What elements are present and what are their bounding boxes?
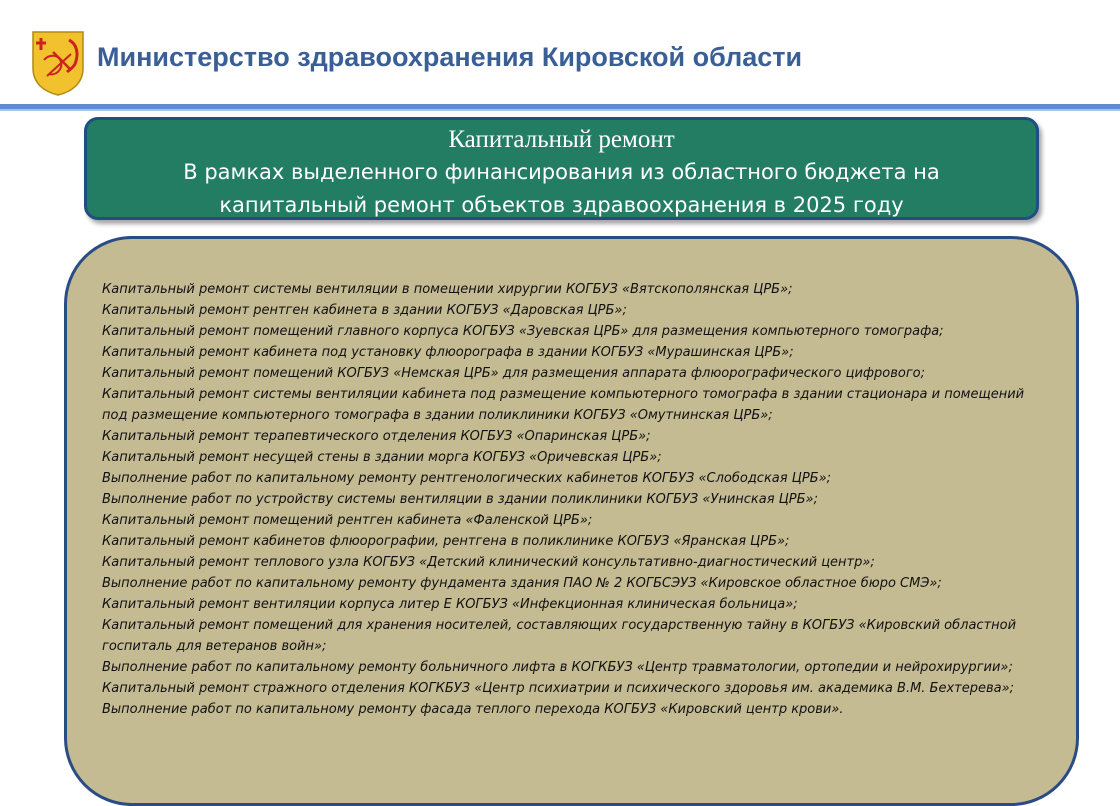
section-banner (84, 117, 1039, 220)
list-item: Выполнение работ по капитальному ремонту больничного лифта в КОГКБУЗ «Центр травматологии, ортопедии и нейрохирургии»; (102, 660, 1013, 675)
list-item: Выполнение работ по капитальному ремонту фундамента здания ПАО № 2 КОГБСЭУЗ «Кировское областное бюро СМЭ»; (102, 576, 942, 591)
list-item: Выполнение работ по капитальному ремонту фасада теплого перехода КОГБУЗ «Кировский центр крови». (102, 702, 844, 717)
list-item: Капитальный ремонт помещений рентген кабинета «Фаленской ЦРБ»; (102, 513, 593, 528)
header-divider-light (0, 109, 1120, 111)
list-item: Капитальный ремонт несущей стены в здании морга КОГБУЗ «Оричевская ЦРБ»; (102, 450, 662, 465)
banner-subtitle-line-2: капитальный ремонт объектов здравоохранения в 2025 году (219, 193, 904, 217)
list-item: Капитальный ремонт помещений КОГБУЗ «Немская ЦРБ» для размещения аппарата флюорографического цифрового; (102, 366, 926, 381)
list-item: Капитальный ремонт теплового узла КОГБУЗ «Детский клинический консультативно-диагностический центр»; (102, 555, 875, 570)
list-item: Капитальный ремонт кабинетов флюорографии, рентгена в поликлинике КОГБУЗ «Яранская ЦРБ»; (102, 534, 790, 549)
list-item: Выполнение работ по устройству системы вентиляции в здании поликлиники КОГБУЗ «Унинская ЦРБ»; (102, 492, 818, 507)
list-item: Капитальный ремонт кабинета под установку флюорографа в здании КОГБУЗ «Мурашинская ЦРБ»; (102, 345, 794, 360)
list-item: Капитальный ремонт рентген кабинета в здании КОГБУЗ «Даровская ЦРБ»; (102, 303, 627, 318)
page-header (0, 0, 1120, 104)
list-item: Капитальный ремонт вентиляции корпуса литер Е КОГБУЗ «Инфекционная клиническая больница»; (102, 597, 798, 612)
list-item: Капитальный ремонт системы вентиляции кабинета под размещение компьютерного томографа в здании стационара и помещений под размещение компьютерного томографа в здании поликлиники КОГБУЗ «Омутнинская ЦРБ»; (102, 387, 1025, 423)
list-item: Капитальный ремонт стражного отделения КОГКБУЗ «Центр психиатрии и психического здоровья им. академика В.М. Бехтерева»; (102, 681, 1015, 696)
list-item: Капитальный ремонт помещений для хранения носителей, составляющих государственную тайну в КОГБУЗ «Кировский областной госпиталь для ветеранов войн»; (102, 618, 1017, 654)
list-item: Капитальный ремонт помещений главного корпуса КОГБУЗ «Зуевская ЦРБ» для размещения компьютерного томографа; (102, 324, 944, 339)
list-item: Выполнение работ по капитальному ремонту рентгенологических кабинетов КОГБУЗ «Слободская ЦРБ»; (102, 471, 831, 486)
banner-title: Капитальный ремонт (448, 126, 675, 153)
page-title: Министерство здравоохранения Кировской области (97, 42, 803, 72)
list-item: Капитальный ремонт системы вентиляции в помещении хирургии КОГБУЗ «Вятскополянская ЦРБ»; (102, 282, 793, 297)
works-list (102, 279, 1042, 720)
list-item: Капитальный ремонт терапевтического отделения КОГБУЗ «Опаринская ЦРБ»; (102, 429, 651, 444)
coat-of-arms-icon (31, 30, 85, 96)
banner-subtitle-line-1: В рамках выделенного финансирования из областного бюджета на (183, 160, 940, 184)
